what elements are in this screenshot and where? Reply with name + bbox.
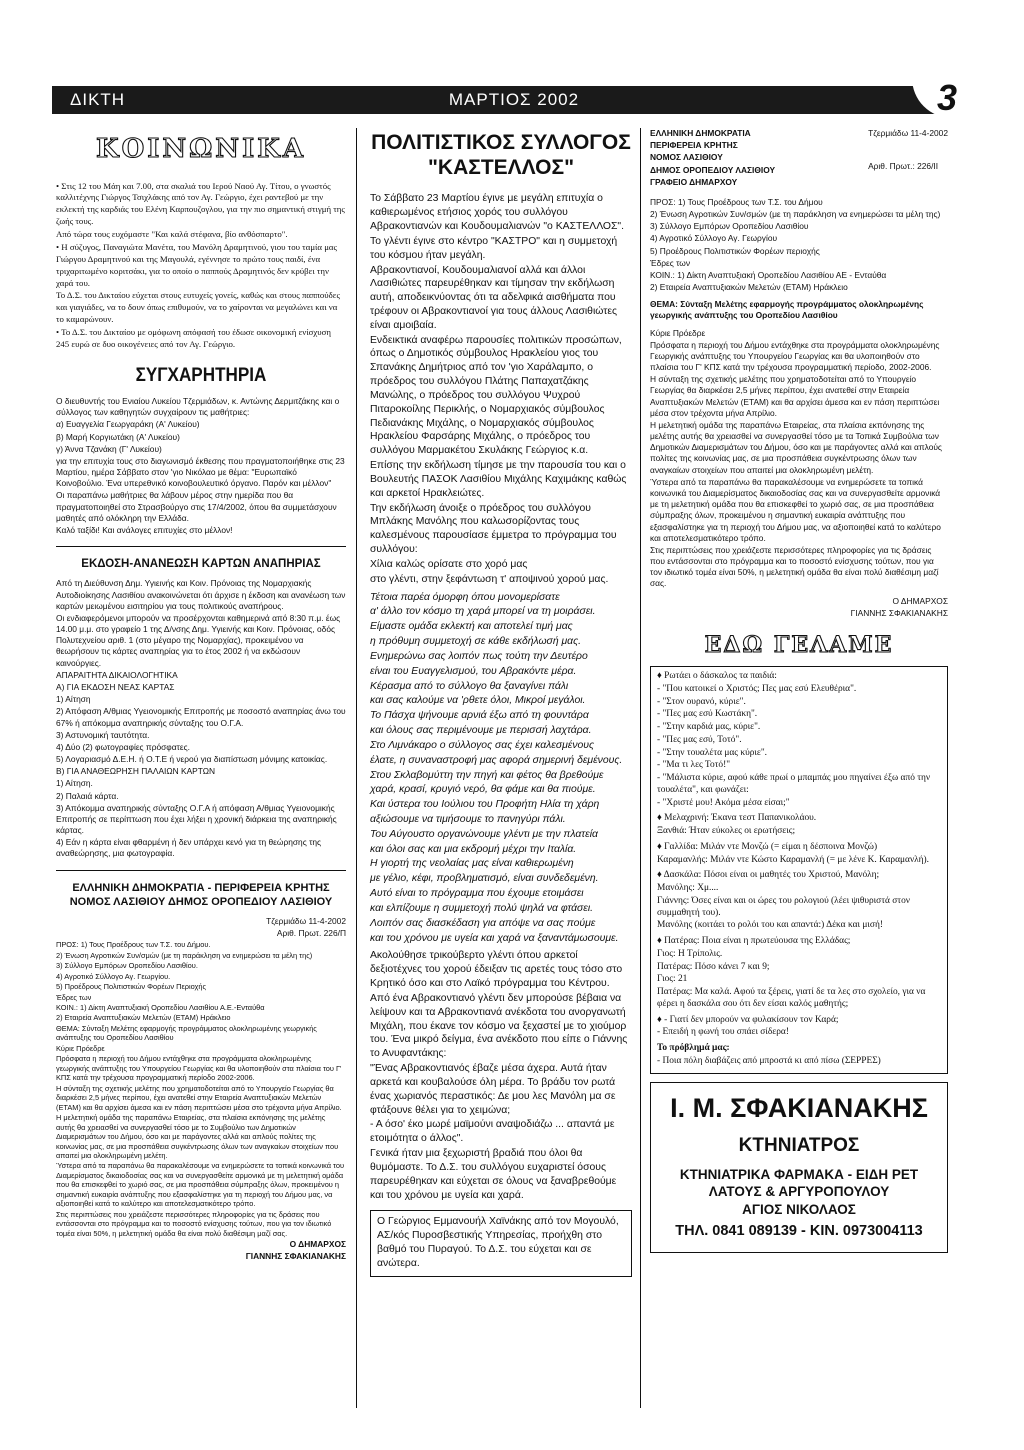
ekdosi-paragraph: Β) ΓΙΑ ΑΝΑΘΕΩΡΗΣΗ ΠΑΛΑΙΩΝ ΚΑΡΤΩΝ bbox=[56, 766, 216, 777]
nomos-paragraph: Στις περιπτώσεις που χρειάζεστε περισσότερες πληροφορίες για τις δράσεις που εντάσσονται στο πρόγραμμα και το ποσοστό ενίσχυσης τούτων, που για τον ιδιωτικό τομέα είναι 50%, η μελετητική ομάδα θα είναι πολύ διαθέσιμη μαζί σας. bbox=[56, 1209, 332, 1238]
joke-line: Πατέρας: Πόσο κάνει 7 και 9; bbox=[657, 961, 770, 972]
joke-line: - "Πες μας εσύ Κωστάκη". bbox=[657, 709, 758, 720]
kastellos-paragraph: Χίλια καλώς ορίσατε στο χορό μας bbox=[370, 558, 528, 570]
joke-line: - Ποια πόλη διαβάζεις από μπροστά κι από πίσω (ΣΕΡΡΕΣ) bbox=[657, 1055, 881, 1066]
poem-line: και όλους σας περιμένουμε με περισσή λαχτάρα. bbox=[370, 725, 592, 737]
ad-profession: ΚΤΗΝΙΑΤΡΟΣ bbox=[738, 1134, 860, 1156]
letter-paragraph: Κύριε Πρόεδρε bbox=[650, 327, 706, 338]
kastellos-paragraph: "Ένας Αβρακοντιανός έβαζε μέσα άχερα. Αυτά ήταν αρκετά και κουβαλούσε όλη μέρα. Το βράδυ τον ρωτά ένας χωριανός περαστικός: Δε μου λες Μανόλη μα σε φτάξουνε θέλει για το χειμώνα; bbox=[370, 1063, 616, 1116]
ekdosi-paragraph: ΑΠΑΡΑΙΤΗΤΑ ΔΙΚΑΙΟΛΟΓΗΤΙΚΑ bbox=[56, 669, 178, 680]
column-left bbox=[56, 128, 346, 1264]
poem-line: Το Πάσχα ψήνουμε αρνιά έξω από τη φουντάρα bbox=[370, 710, 589, 722]
joke-line: ♦ - Γιατί δεν μπορούν να φυλακίσουν τον Καρά; bbox=[657, 1014, 839, 1025]
nomos-paragraph: Έδρες των bbox=[56, 992, 92, 1002]
koinonika-paragraph: • Στις 12 του Μάη και 7.00, στα σκαλιά του Ιερού Ναού Αγ. Τίτου, ο γνωστός καλλιτέχνης Γιώργος Τσιχλάκης από τον Αγ. Γεώργιο, έχει ραντεβού με την εκλεκτή της καρδιάς του Ελένη Καρπουζογλου, για την πιο σημαντική στιγμή της ζωής τους. bbox=[56, 180, 345, 227]
column-right bbox=[650, 128, 948, 1253]
koinonika-paragraph: Το Δ.Σ. του Δικταίου εύχεται στους ευτυχείς γονείς, καθώς και στους παππούδες και γιαγιάδες, να το δουν όπως επιθυμούν, να το χαίρονται να μεγαλώνει και να το καμαρώνουν. bbox=[56, 290, 340, 325]
kastellos-paragraph: Γενικά ήταν μια ξεχωριστή βραδιά που όλοι θα θυμόμαστε. Το Δ.Σ. του συλλόγου ευχαριστεί όσους παρευρέθηκαν και εύχεται σε όλους να ξαναβρεθούμε και του χρόνου με υγεία και χαρά. bbox=[370, 1148, 617, 1201]
recipient-line: 2) Εταιρεία Αναπτυξιακών Μελετών (ΕΤΑΜ) Ηράκλειο bbox=[650, 282, 848, 293]
sygxaritiria-paragraph: Καλό ταξίδι! Και ανάλογες επιτυχίες στο μέλλον! bbox=[56, 524, 233, 535]
sygxaritiria-paragraph: γ) Άννα Τζανάκη (Γ' Λυκείου) bbox=[56, 443, 162, 454]
poem-line: Κέρασμα από το σύλλογο θα ξαναγίνει πάλι bbox=[370, 680, 569, 692]
joke-line: Το πρόβλημά μας: bbox=[657, 1043, 730, 1054]
joke-line: - "Στην καρδιά μας, κύριε". bbox=[657, 722, 761, 733]
letter-paragraph: Πρόσφατα η περιοχή του Δήμου εντάχθηκε στα προγράμματα ολοκληρωμένης Γεωργικής ανάπτυξης του Υπουργείου Γεωργίας και θα υλοποιηθούν στο πλαίσια του Γ' ΚΠΣ κατά την τρέχουσα προγραμματική περίοδο, 2002-2006. bbox=[650, 339, 940, 373]
poem-line: Του Αύγουστο οργανώνουμε γλέντι με την πλατεία bbox=[370, 828, 598, 840]
poem-line: και του χρόνου με υγεία και χαρά να ξαναντάμωσουμε. bbox=[370, 932, 619, 944]
column-divider bbox=[356, 128, 357, 1408]
koinonika-paragraph: • Η σύζυγος, Παναγιώτα Μανέτα, του Μανόλη Δραμητινού, γιου του ταμία μας Γιώργου Δραμητινού και της Μαγουλά, εγέννησε το πρώτο τους παιδί, ένα τριχαριτωμένο κοριτσάκι, για το οποίο ο παππούς Δραμητινός δεν κρύβει την χαρά του. bbox=[56, 241, 338, 288]
joke-line: - Επειδή η φωνή του σπάει σίδερα! bbox=[657, 1027, 789, 1038]
joke-line: Πατέρας: Μα καλά. Αφού τα ξέρεις, γιατί δε τα λες στο σχολείο, για να φέρει η δασκάλα σου ότι δεν είσαι καλός μαθητής; bbox=[657, 987, 926, 1009]
joke-line: ♦ Ρωτάει ο δάσκαλος τα παιδιά: bbox=[657, 671, 777, 682]
letter-body bbox=[650, 328, 948, 590]
section-divider bbox=[56, 870, 346, 871]
poem-line: Η γιορτή της νεολαίας μας είναι καθιερωμένη bbox=[370, 858, 574, 870]
kastellos-title: ΠΟΛΙΤΙΣΤΙΚΟΣ ΣΥΛΛΟΓΟΣ "ΚΑΣΤΕΛΛΟΣ" bbox=[371, 131, 631, 180]
sygxaritiria-paragraph: Οι παραπάνω μαθήτριες θα λάβουν μέρος στην ημερίδα που θα πραγματοποιηθεί στο Στρασβούργο στις 17/4/2002, όπου θα συμμετάσχουν μαθητές από ολόκληρη την Ελλάδα. bbox=[56, 490, 337, 523]
koinonika-title: ΚΟΙΝΩΝΙΚΑ bbox=[95, 134, 306, 164]
poem-line: με γέλιο, κέφι, προβληματισμό, είναι συνδεδεμένη. bbox=[370, 873, 599, 885]
poem-line: χαρά, κρασί, κρυγιό νερό, θα φάμε και θα πιούμε. bbox=[370, 784, 596, 796]
jokes-box bbox=[650, 666, 948, 1074]
ekdosi-paragraph: 2) Παλαιά κάρτα. bbox=[56, 790, 119, 801]
letter-recipients bbox=[650, 197, 948, 293]
ekdosi-paragraph: Α) ΓΙΑ ΕΚΔΟΣΗ ΝΕΑΣ ΚΑΡΤΑΣ bbox=[56, 681, 175, 692]
joke-line: - "Στην τουαλέτα μας κύριε". bbox=[657, 747, 768, 758]
poem-line: και σας καλούμε να 'ρθετε όλοι, Μικροί μεγάλοι. bbox=[370, 695, 586, 707]
ekdosi-paragraph: 4) Εάν η κάρτα είναι φθαρμένη ή δεν υπάρχει κενό για τη θεώρησης της αναθεώρησης, μια φωτογραφία. bbox=[56, 837, 322, 859]
ad-line: ΑΓΙΟΣ ΝΙΚΟΛΑΟΣ bbox=[742, 1201, 856, 1217]
poem-line: και όλοι σας και μια εκδρομή μέχρι την Ιταλία. bbox=[370, 843, 577, 855]
joke-line: - "Στον ουρανό, κύριε". bbox=[657, 696, 746, 707]
nomos-paragraph: 3) Σύλλογο Εμπόρων Οροπεδίου Λασιθίου. bbox=[56, 961, 198, 971]
joke-line: ♦ Δασκάλα: Πόσοι είναι οι μαθητές του Χριστού, Μανόλη; bbox=[657, 870, 880, 881]
joke-line: ♦ Γαλλίδα: Μιλάν ντε Μονζώ (= είμαι η δέσποινα Μονζώ) bbox=[657, 841, 878, 852]
kastellos-paragraph: Ενδεικτικά αναφέρω παρουσίες πολιτικών προσώπων, όπως ο Δημοτικός σύμβουλος Ηρακλείου γιος του Σπανάκης Δημήτριος από τον 'γιο Χαράλαμπο, ο πρόεδρος του συλλόγου Πλάτης Παπαχατζάκης Μανώλης, ο πρόεδρος του συλλόγου Ψυχρού Πιταροκοίλης Περικλής, ο Νομαρχιακός σύμβουλος Πεδιανάκης Μιχάλης, ο Νομαρχιακός σύμβουλος Ηρακλείου Φαρσάρης Μιχάλης, ο πρόεδρος του συλλόγου Μαρμακέτου Σκυλάκης Γεώργιος κ.α. bbox=[370, 334, 622, 457]
recipient-line: Έδρες των bbox=[650, 257, 691, 268]
kastellos-paragraph: Ακολούθησε τρικούβερτο γλέντι όπου αρκετοί δεξιοτέχνες του χορού έδειξαν τις αρετές τους τόσο στο Κρητικό όσο και στο Λαϊκό πρόγραμμα του Κέντρου. bbox=[370, 950, 623, 990]
nomos-paragraph: 2) Ένωση Αγροτικών Συν/σμών (με τη παράκληση να ενημερώσει τα μέλη της) bbox=[56, 950, 313, 960]
sygxaritiria-paragraph: για την επιτυχία τους στο διαγωνισμό έκθεσης που πραγματοποιήθηκε στις 23 Μαρτίου, ημέρα Σάββατο στον 'γιο Νικόλαο με θέμα: "Ευρωπαϊκό Κοινοβούλιο. Ένα υπερεθνικό κοινοβουλευτικό όργανο. Παρόν και μέλλον" bbox=[56, 455, 345, 489]
ekdosi-paragraph: 1) Αίτηση. bbox=[56, 778, 93, 789]
ekdosi-paragraph: 2) Απόφαση Α/θμιας Υγειονομικής Επιτροπής με ποσοστό αναπηρίας άνω του 67% ή απόκομμα αναπηρικής σύνταξης του Ο.Γ.Α. bbox=[56, 706, 346, 728]
poem-line: η πρόθυμη συμμετοχή σε κάθε εκδήλωσή μας. bbox=[370, 636, 582, 648]
column-divider bbox=[640, 128, 641, 1408]
poem-line: Στο Λιμνάκαρο ο σύλλογος σας έχει καλεσμένους bbox=[370, 739, 595, 751]
joke-line: - "Μα τι λες Τοτό!" bbox=[657, 760, 731, 771]
nomos-paragraph: ΚΟΙΝ.: 1) Δίκτη Αναπτυξιακή Οροπεδίου Λασιθίου Α.Ε.-Ενταύθα bbox=[56, 1002, 265, 1012]
joke-line: Γιος: 21 bbox=[657, 974, 688, 985]
letter-subject: ΘΕΜΑ: Σύνταξη Μελέτης εφαρμογής προγράμματος ολοκληρωμένης γεωργικής ανάπτυξης του Οροπεδίου Λασιθίου bbox=[650, 299, 924, 321]
kastellos-paragraph: Το Σάββατο 23 Μαρτίου έγινε με μεγάλη επιτυχία ο καθιερωμένος ετήσιος χορός του συλλόγου Αβρακοντιανών και Κουδουμαλιανών "ο ΚΑΣΤΕΛΛΟΣ". bbox=[370, 193, 625, 233]
nomos-paragraph: 2) Εταιρεία Αναπτυξιακών Μελετών (ΕΤΑΜ) Ηράκλειο bbox=[56, 1013, 231, 1023]
letter-header-line: ΝΟΜΟΣ ΛΑΣΙΘΙΟΥ bbox=[650, 152, 723, 163]
sygxaritiria-paragraph: α) Ευαγγελία Γεωργαράκη (Α' Λυκείου) bbox=[56, 419, 200, 430]
kastellos-paragraph: Από ένα Αβρακοντιανό γλέντι δεν μπορούσε βέβαια να λείψουν και τα Αβρακοντιανά ανέκδοτα του ανοργανωτή Μιχάλη, που έκανε τον κόσμο να ξεχαστεί με το χιούμορ του. Ένα μικρό δείγμα, ένα ανέκδοτο που είπε ο Γιάννης το Ανυφαντάκης: bbox=[370, 992, 628, 1060]
poem-line: α' άλλο τον κόσμο τη χαρά μπορεί να τη μοιράσει. bbox=[370, 606, 596, 618]
letter-header-line: ΔΗΜΟΣ ΟΡΟΠΕΔΙΟΥ ΛΑΣΙΘΙΟΥ bbox=[650, 164, 776, 175]
letter-header-line: ΠΕΡΙΦΕΡΕΙΑ ΚΡΗΤΗΣ bbox=[650, 140, 738, 151]
joke-line: - "Που κατοικεί ο Χριστός; Πες μας εσύ Ελευθέρια". bbox=[657, 683, 857, 694]
nomos-paragraph: ΘΕΜΑ: Σύνταξη Μελέτης εφαρμογής προγράμματος ολοκληρωμένης γεωργικής ανάπτυξης του Οροπεδίου Λασιθίου bbox=[56, 1023, 317, 1043]
poem-line: Στου Σκλαβομύττη την πηγή και φέτος θα βρεθούμε bbox=[370, 769, 604, 781]
page-number: 3 bbox=[912, 78, 982, 118]
ad-phone: ΤΗΛ. 0841 089139 - ΚΙΝ. 0973004113 bbox=[675, 1223, 923, 1240]
joke-line: Γιος: Η Τρίπολις. bbox=[657, 948, 723, 959]
joke-line: - "Χριστέ μου! Ακόμα μέσα είσαι;" bbox=[657, 797, 790, 808]
letter-header-line: ΓΡΑΦΕΙΟ ΔΗΜΑΡΧΟΥ bbox=[650, 176, 738, 187]
kastellos-intro bbox=[370, 192, 632, 586]
recipient-line: ΠΡΟΣ: 1) Τους Προέδρους των Τ.Σ. του Δήμου bbox=[650, 196, 823, 207]
sygxaritiria-section bbox=[56, 396, 346, 536]
nomos-date: Τζερμιάδω 11-4-2002 bbox=[266, 915, 346, 926]
nomos-paragraph: 4) Αγροτικό Σύλλογο Αγ. Γεωργίου. bbox=[56, 971, 171, 981]
joke-line: Ξανθιά: Ήταν εύκολες οι ερωτήσεις; bbox=[657, 826, 796, 837]
ekdosi-paragraph: 3) Απόκομμα αναπηρικής σύνταξης Ο.Γ.Α ή απόφαση Α/θμιας Υγειονομικής Επιτροπής σε περίπτωση που έχει λήξει η χρονική διάρκεια της αναπηρικής κάρτας. bbox=[56, 802, 337, 836]
kastellos-after bbox=[370, 949, 632, 1202]
poem-line: είναι του Ευαγγελισμού, του Αβρακόντε μέρα. bbox=[370, 665, 577, 677]
column-middle bbox=[370, 128, 632, 1277]
joke-line: ♦ Μελαχρινή: Έκανα τεστ Παπανικολάου. bbox=[657, 813, 817, 824]
joke-line: - "Μάλιστα κύριε, αφού κάθε πρωί ο μπαμπάς μου πηγαίνει έξω από την τουαλέτα", και φωνάζει: bbox=[657, 773, 931, 795]
nomos-title: ΕΛΛΗΝΙΚΗ ΔΗΜΟΚΡΑΤΙΑ - ΠΕΡΙΦΕΡΕΙΑ ΚΡΗΤΗΣ ΝΟΜΟΣ ΛΑΣΙΘΙΟΥ ΔΗΜΟΣ ΟΡΟΠΕΔΙΟΥ ΛΑΣΙΘΙΟΥ bbox=[69, 881, 333, 909]
recipient-line: 2) Ένωση Αγροτικών Συν/σμών (με τη παράκληση να ενημερώσει τα μέλη της) bbox=[650, 209, 941, 220]
sygxaritiria-paragraph: β) Μαρή Κοργιωτάκη (Α' Λυκείου) bbox=[56, 431, 180, 442]
letter-protocol: Αριθ. Πρωτ.: 226/ΙΙ bbox=[868, 161, 939, 172]
joke-line: Μανόλης (κοιτάει το ρολόι του και απαντά:) Δέκα και μισή! bbox=[657, 920, 883, 931]
letter-header bbox=[650, 128, 948, 189]
ad-name: Ι. Μ. ΣΦΑΚΙΑΝΑΚΗΣ bbox=[670, 1092, 928, 1123]
koinonika-paragraph: • Το Δ.Σ. του Δικταίου με ομόφωνη απόφασή του έδωσε οικονομική ενίσχυση 245 ευρώ σε δυο οικογένειες από τον Αγ. Γεώργιο. bbox=[56, 327, 331, 349]
promotion-text: Ο Γεώργιος Εμμανουήλ Χαϊνάκης από τον Μογουλό, ΑΣ/κός Πυροσβεστικής Υπηρεσίας, προήχθη στο βαθμό του Πυραγού. Το Δ.Σ. του εύχεται και σε ανώτερα. bbox=[377, 1216, 619, 1269]
recipient-line: 4) Αγροτικό Σύλλογο Αγ. Γεωργίου bbox=[650, 233, 778, 244]
ekdosi-title: ΕΚΔΟΣΗ-ΑΝΑΝΕΩΣΗ ΚΑΡΤΩΝ ΑΝΑΠΗΡΙΑΣ bbox=[81, 558, 321, 571]
kastellos-paragraph: Επίσης την εκδήλωση τίμησε με την παρουσία του και ο Βουλευτής ΠΑΣΟΚ Λασιθίου Μιχάλης Καχιμάκης καθώς και αρκετοί Ηρακλειώτες. bbox=[370, 460, 627, 499]
signature-role: Ο ΔΗΜΑΡΧΟΣ bbox=[289, 1239, 346, 1250]
joke-line: Μανόλης: Χμ.... bbox=[657, 883, 719, 894]
nomos-section bbox=[56, 940, 346, 1238]
koinonika-paragraph: Από τώρα τους ευχόμαστε "Και καλά στέφανα, βίο ανθόσπαρτο". bbox=[56, 229, 288, 240]
nomos-paragraph: Πρόσφατα η περιοχή του Δήμου εντάχθηκε στα προγράμματα ολοκληρωμένης γεωργικής ανάπτυξης του Υπουργείου Γεωργίας και θα υλοποιηθούν στα πλαίσια του Γ' ΚΠΣ κατά την τρέχουσα προγραμματική περίοδο 2002-2006. bbox=[56, 1054, 342, 1083]
letter-paragraph: Η σύνταξη της σχετικής μελέτης που χρηματοδοτείται από το Υπουργείο Γεωργίας θα διαρκέσει 2,5 μήνες περίπου, έχει ανατεθεί στην Εταιρεία Αναπτυξιακών Μελετών (ΕΤΑΜ) και θα αρχίσει άμεσα και εν πάση περιπτώσει μέσα στον τρέχοντα μήνα Απρίλιο. bbox=[650, 374, 940, 418]
kastellos-paragraph: στο γλέντι, στην ξεφάντωση τ' αποψινού χορού μας. bbox=[370, 573, 609, 585]
nomos-paragraph: Κύριε Πρόεδρε bbox=[56, 1043, 105, 1053]
ekdosi-section bbox=[56, 578, 346, 859]
promotion-note bbox=[370, 1210, 632, 1276]
ekdosi-paragraph: 3) Αστυνομική ταυτότητα. bbox=[56, 729, 150, 740]
kastellos-paragraph: Την εκδήλωση άνοιξε ο πρόεδρος του συλλόγου Μπλάκης Μανόλης που καλωσορίζοντας τους καλεσμένους παρουσίασε έμμετρα το πρόγραμμα του συλλόγου: bbox=[370, 502, 617, 556]
sygxaritiria-title: ΣΥΓΧΑΡΗΤΗΡΙΑ bbox=[135, 364, 267, 386]
poem bbox=[370, 591, 632, 946]
page-header bbox=[52, 77, 976, 118]
paper-name: ΔΙΚΤΗ bbox=[70, 90, 126, 109]
nomos-paragraph: ΠΡΟΣ: 1) Τους Προέδρους των Τ.Σ. του Δήμου. bbox=[56, 940, 211, 950]
nomos-paragraph: Ύστερα από τα παραπάνω θα παρακαλέσουμε να ενημερώσετε τα τοπικά κοινωνικά του Διαμερίσματος δικαιοδοσίας σας και να συνεργασθείτε αρμονικά με τη μελετητική ομάδα που θα επισκεφθεί το χωριό σας, σε μια προσπάθεια σύμπραξης όλων, προκειμένου η σημαντική ευκαιρία ανάπτυξης που εξασφαλίστηκε για τη περιοχή του Δήμου μας, να αξιοποιηθεί κατά το καλύτερο και αποτελεσματικότερο τρόπο. bbox=[56, 1161, 344, 1209]
ekdosi-paragraph: 4) Δύο (2) φωτογραφίες πρόσφατες. bbox=[56, 741, 190, 752]
poem-line: και ελπίζουμε η συμμετοχή πολύ ψηλά να φτάσει. bbox=[370, 902, 594, 914]
ekdosi-paragraph: 5) Λογαριασμό Δ.Ε.Η. ή Ο.Τ.Ε ή νερού για διαπίστωση μόνιμης κατοικίας. bbox=[56, 754, 328, 765]
nomos-protocol: Αριθ. Πρωτ. 226/Π bbox=[276, 927, 346, 938]
letter-date: Τζερμιάδω 11-4-2002 bbox=[868, 128, 948, 138]
signature-name: ΓΙΑΝΝΗΣ ΣΦΑΚΙΑΝΑΚΗΣ bbox=[850, 607, 948, 618]
poem-line: Αυτό είναι το πρόγραμμα που έχουμε ετοιμάσει bbox=[370, 888, 584, 900]
ekdosi-paragraph: Από τη Διεύθυνση Δημ. Υγιεινής και Κοιν. Πρόνοιας της Νομαρχιακής Αυτοδιοίκησης Λασιθίου ανακοινώνεται ότι άρχισε η έκδοση και ανανέωση των καρτών μειωμένου εισιτηρίου για τους πολιτικούς αναπήρους. bbox=[56, 578, 346, 611]
poem-line: Λοιπόν σας διασκέδαση για απόψε να σας πούμε bbox=[370, 917, 596, 929]
vet-advertisement bbox=[650, 1082, 948, 1253]
kastellos-paragraph: Το γλέντι έγινε στο κέντρο "ΚΑΣΤΡΟ" και η συμμετοχή του κόσμου ήταν μεγάλη. bbox=[370, 235, 618, 261]
recipient-line: ΚΟΙΝ.: 1) Δίκτη Αναπτυξιακή Οροπεδίου Λασιθίου ΑΕ - Ενταύθα bbox=[650, 269, 887, 280]
joke-line: Γιάννης: Όσες είναι και οι ώρες του ρολογιού (λέει ψιθυριστά στον συμμαθητή του). bbox=[657, 895, 911, 918]
poem-line: Ενημερώνω σας λοιπόν πως τούτη την Δευτέρο bbox=[370, 650, 588, 662]
nomos-paragraph: Η σύνταξη της σχετικής μελέτης που χρηματοδοτείται από το Υπουργείο Γεωργίας θα διαρκέσει 2,5 μήνες περίπου, έχει ανατεθεί στην Εταιρεία Αναπτυξιακών Μελετών (ΕΤΑΜ) και θα αρχίσει άμεσα και εν πάση περιπτώσει μέσα στο τρέχοντα μήνα Απρίλιο. bbox=[56, 1083, 342, 1112]
poem-line: Και ύστερα του Ιούλιου του Προφήτη Ηλία τη χάρη bbox=[370, 799, 600, 811]
poem-line: αξιώσουμε να τιμήσουμε το πανηγύρι πάλι. bbox=[370, 813, 566, 825]
recipient-line: 5) Προέδρους Πολιτιστικών Φορέων περιοχής bbox=[650, 245, 820, 256]
sygxaritiria-paragraph: Ο διευθυντής του Ενιαίου Λυκείου Τζερμιάδων, κ. Αντώνης Δερμιτζάκης και ο σύλλογος των καθηγητών συγχαίρουν τις μαθήτριες: bbox=[56, 396, 340, 418]
poem-line: Είμαστε ομάδα εκλεκτή και αποτελεί τιμή μας bbox=[370, 621, 573, 633]
edo-gelame-title: ΕΔΩ ΓΕΛΑΜΕ bbox=[704, 631, 894, 658]
section-divider bbox=[56, 546, 346, 547]
poem-line: Τέτοια παρέα όμορφη όπου μονομερίσατε bbox=[370, 591, 560, 603]
kastellos-paragraph: - Α όσο' έκο μωρέ μαϊμούνι αναψοδιάζω ... απαντά με ετοιμότητα ο άλλος". bbox=[370, 1119, 615, 1145]
koinonika-section bbox=[56, 181, 346, 351]
signature-name: ΓΙΑΝΝΗΣ ΣΦΑΚΙΑΝΑΚΗΣ bbox=[245, 1251, 346, 1262]
letter-header-line: ΕΛΛΗΝΙΚΗ ΔΗΜΟΚΡΑΤΙΑ bbox=[650, 128, 751, 138]
ekdosi-paragraph: Οι ενδιαφερόμενοι μπορούν να προσέρχονται καθημερινά από 8:30 π.μ. έως 14.00 μ.μ. στο γραφείο 1 της Δ/νσης Δημ. Υγιεινής και Κοιν. Πρόνοιας, οδός Πολυτεχνείου αριθ. 1 (στο μέγαρο της Νομαρχίας), προκειμένου να θεωρήσουν τις κάρτες αναπηρίας για το έτος 2002 ή να εκδώσουν καινούργιες. bbox=[56, 612, 341, 668]
poem-line: έλατε, η συναναστροφή μας αφορά σημερινή δεμένους. bbox=[370, 754, 623, 766]
ekdosi-paragraph: 1) Αίτηση bbox=[56, 694, 91, 705]
letter-paragraph: Ύστερα από τα παραπάνω θα παρακαλέσουμε να ενημερώσετε τα τοπικά κοινωνικά του Διαμερίσματος δικαιοδοσίας σας και να συνεργασθείτε αρμονικά με τη μελετητική ομάδα που θα επισκεφθεί το χωριό σας, σε μια προσπάθεια σύμπραξης όλων, προκειμένου η σημαντική ευκαιρία ανάπτυξης που εξασφαλίστηκε για τη περιοχή του Δήμου μας, να αξιοποιηθεί κατά το καλύτερο και αποτελεσματικότερο τρόπο. bbox=[650, 476, 941, 543]
ad-line: ΛΑΤΟΥΣ & ΑΡΓΥΡΟΠΟΥΛΟΥ bbox=[708, 1184, 890, 1200]
letter-paragraph: Στις περιπτώσεις που χρειάζεστε περισσότερες πληροφορίες για τις δράσεις που εντάσσονται στο πρόγραμμα και το ποσοστό ενίσχυσης τούτων, που για τον ιδιωτικό τομέα είναι 50%, η μελετητική ομάδα θα είναι πολύ διαθέσιμη μαζί σας. bbox=[650, 544, 939, 589]
letter-paragraph: Η μελετητική ομάδα της παραπάνω Εταιρείας, στα πλαίσια εκπόνησης της μελέτης αυτής θα χρειασθεί να συνεργασθεί τόσο με τα Τοπικά Συμβούλια των Δημοτικών Διαμερισμάτων του Δήμου, όσο και με παράγοντες αλλά και απλούς πολίτες της κοινωνίας μας, σε μια προσπάθεια συγκέντρωσης όλων των αναγκαίων στοιχείων που απαιτεί μια ολοκληρωμένη μελέτη. bbox=[650, 419, 942, 475]
kastellos-paragraph: Αβρακοντιανοί, Κουδουμαλιανοί αλλά και άλλοι Λασιθιώτες παρευρέθηκαν και τίμησαν την εκδήλωση αυτή, αποδεικνύοντας ότι τα αδελφικά αισθήματα που τρέφουν οι Αβρακοντιανοί για τους άλλους Λασιθιώτες είναι αμοιβαία. bbox=[370, 264, 617, 331]
ad-line: ΚΤΗΝΙΑΤΡΙΚΑ ΦΑΡΜΑΚΑ - ΕΙΔΗ PET bbox=[679, 1166, 919, 1182]
nomos-paragraph: Η μελετητική ομάδα της παραπάνω Εταιρείας, στα πλαίσια εκπόνησης της μελέτης αυτής θα χρειασθεί να συνεργασθεί τόσο με το Συμβούλιο των Δημοτικών Διαμερισμάτων του Δήμου, όσο και με παράγοντες αλλά και απλούς πολίτες της κοινωνίας μας, σε μια προσπάθεια συγκέντρωσης όλων των αναγκαίων στοιχείων που απαιτεί μια ολοκληρωμένη μελέτη. bbox=[56, 1113, 339, 1160]
recipient-line: 3) Σύλλογο Εμπόρων Οροπεδίου Λασιθίου bbox=[650, 221, 809, 232]
joke-line: - "Πες μας εσύ, Τοτό". bbox=[657, 734, 742, 745]
issue-date: ΜΑΡΤΙΟΣ 2002 bbox=[448, 90, 580, 109]
joke-line: Καραμανλής: Μιλάν ντε Κώστο Καραμανλή (= με λένε Κ. Καραμανλή). bbox=[657, 854, 930, 865]
nomos-paragraph: 5) Προέδρους Πολιτιστικών Φορέων Περιοχής bbox=[56, 982, 207, 992]
joke-line: ♦ Πατέρας: Ποια είναι η πρωτεύουσα της Ελλάδας; bbox=[657, 936, 851, 947]
signature-role: Ο ΔΗΜΑΡΧΟΣ bbox=[892, 595, 948, 606]
